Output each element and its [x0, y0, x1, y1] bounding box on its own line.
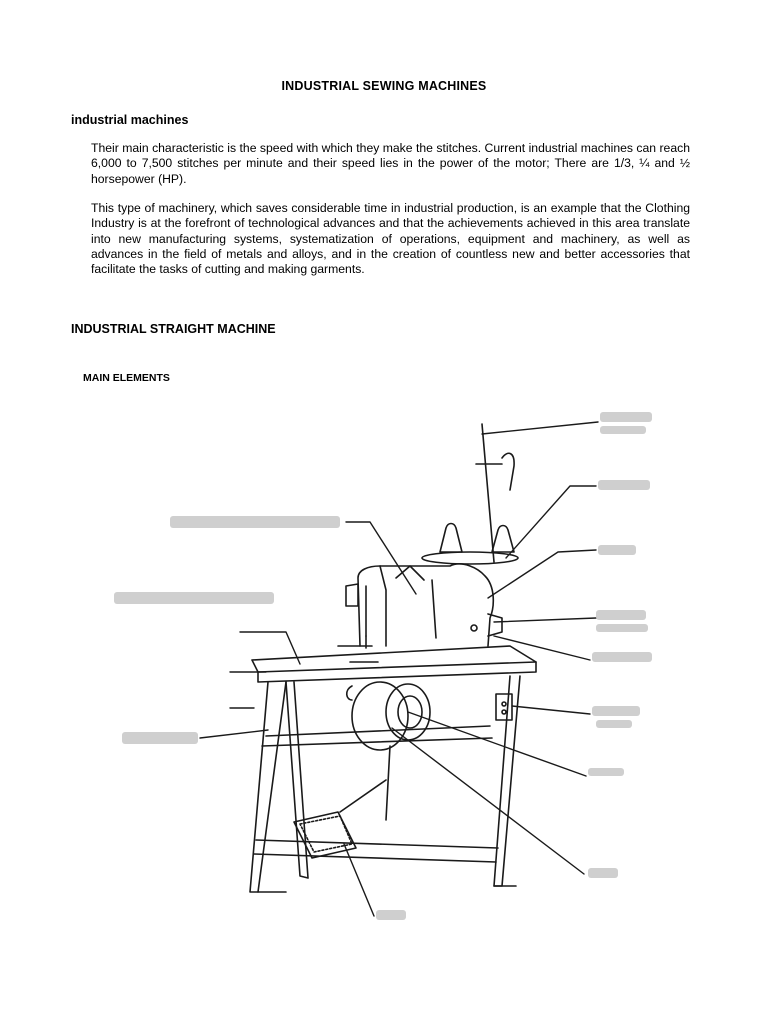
leader-lines — [200, 422, 598, 916]
thread-stand — [422, 424, 518, 564]
subheading-main-elements: MAIN ELEMENTS — [83, 372, 170, 384]
page-title: INDUSTRIAL SEWING MACHINES — [281, 79, 487, 93]
section-heading-industrial-machines: industrial machines — [71, 113, 189, 127]
paragraph-speed: Their main characteristic is the speed with which they make the stitches. Current industrial machines can reach 6,000 to 7,500 stitches per minute and their speed lies in the power of the motor; There are 1/3, ¼ and ½ horsepower (HP). — [91, 141, 690, 186]
table-frame — [250, 676, 520, 892]
switch-box — [496, 694, 512, 720]
paragraph-technology: This type of machinery, which saves considerable time in industrial production, is an example that the Clothing Industry is at the forefront of technological advances and that the achievements achieved in this area translate into new manufacturing systems, systematization of operations, equipment and machinery, as well as advances in the field of metals and alloys, and in the creation of countless new and better accessories that facilitate the tasks of cutting and making garments. — [91, 201, 690, 277]
machine-head — [338, 564, 502, 648]
section-heading-straight-machine: INDUSTRIAL STRAIGHT MACHINE — [71, 322, 276, 336]
pedal — [294, 780, 386, 858]
sewing-machine-diagram — [90, 400, 680, 940]
